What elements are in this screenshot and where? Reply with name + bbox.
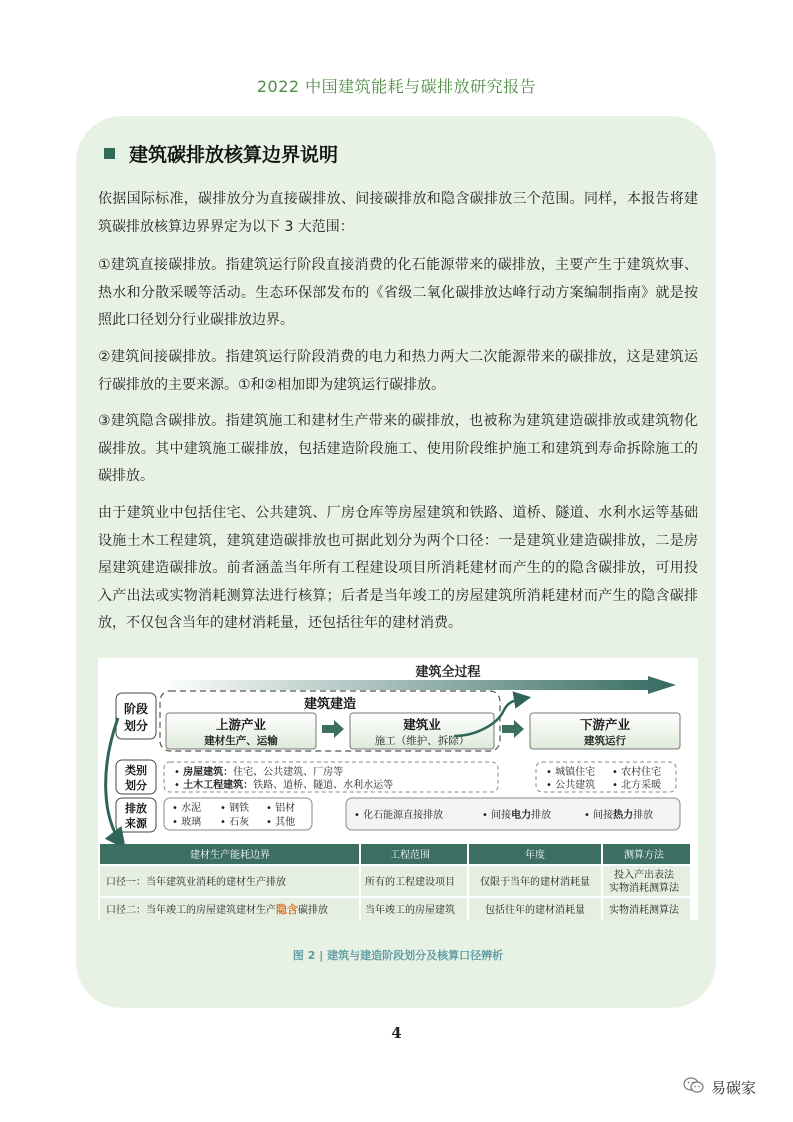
- watermark-text: 易碳家: [711, 1078, 757, 1097]
- row2-year: 包括往年的建材消耗量: [485, 905, 585, 916]
- construction-stage-diagram: [98, 658, 698, 920]
- paragraph-embodied: ③建筑隐含碳排放。指建筑施工和建材生产带来的碳排放，也被称为建筑建造碳排放或建筑物化碳排放。其中建筑施工碳排放，包括建造阶段施工、使用阶段维护施工和建筑到寿命拆除施工的碳排放。: [98, 413, 698, 484]
- downstream-subtitle: 建筑运行: [584, 735, 626, 747]
- downstream-category-4: • 北方采暖: [612, 780, 662, 791]
- source-label-line2: 来源: [125, 817, 147, 830]
- category-label-line2: 划分: [125, 779, 147, 792]
- downstream-category-1: • 城镇住宅: [546, 767, 596, 778]
- paragraph-indirect: ②建筑间接碳排放。指建筑运行阶段消费的电力和热力两大二次能源带来的碳排放，这是建筑运行碳排放的主要来源。①和②相加即为建筑运行碳排放。: [98, 349, 698, 393]
- downstream-category-2: • 农村住宅: [612, 767, 662, 778]
- material-cement: • 水泥: [172, 803, 202, 814]
- downstream-title: 下游产业: [579, 717, 631, 732]
- row1-scope: 口径一：当年建筑业消耗的建材生产排放: [106, 877, 286, 888]
- figure-caption: 图 2 | 建筑与建造阶段划分及核算口径辨析: [292, 949, 504, 962]
- table-header-3: 年度: [525, 850, 545, 861]
- watermark: [683, 1076, 756, 1098]
- category-label-line1: 类别: [125, 764, 147, 777]
- downstream-category-3: • 公共建筑: [546, 780, 596, 791]
- material-other: • 其他: [266, 817, 296, 828]
- right-arrow-icon: [322, 720, 344, 738]
- row1-projects: 所有的工程建设项目: [365, 877, 455, 888]
- row1-method-io: 投入产出表法: [614, 870, 674, 881]
- table-header-4: 测算方法: [624, 850, 664, 861]
- upstream-subtitle: 建材生产、运输: [204, 735, 278, 747]
- construction-group-label: 建筑建造: [303, 697, 357, 712]
- paragraph-direct: ①建筑直接碳排放。指建筑运行阶段直接消费的化石能源带来的碳排放，主要产生于建筑炊事、热水和分散采暖等活动。生态环保部发布的《省级二氧化碳排放达峰行动方案编制指南》就是按照此口径划分行业碳排放边界。: [98, 257, 698, 328]
- square-bullet-icon: [104, 148, 115, 159]
- section-title: 建筑碳排放核算边界说明: [129, 144, 339, 166]
- table-header-1: 建材生产能耗边界: [190, 850, 270, 861]
- report-header: 2022 中国建筑能耗与碳排放研究报告: [256, 77, 537, 96]
- material-lime: • 石灰: [220, 817, 250, 828]
- row2-projects: 当年竣工的房屋建筑: [365, 905, 455, 916]
- material-glass: • 玻璃: [172, 817, 202, 828]
- construction-subtitle: 施工（维护、拆除）: [374, 735, 470, 747]
- source-electricity: • 间接电力排放: [482, 810, 552, 821]
- stage-label-line1: 阶段: [123, 702, 149, 716]
- source-fossil: • 化石能源直接排放: [354, 810, 444, 821]
- row1-method-physical: 实物消耗测算法: [609, 883, 679, 894]
- source-label-line1: 排放: [125, 802, 147, 815]
- wechat-icon: [683, 1076, 705, 1098]
- paragraph-scope: 由于建筑业中包括住宅、公共建筑、厂房仓库等房屋建筑和铁路、道桥、隧道、水利水运等基础设施土木工程建筑，建筑建造碳排放也可据此划分为两个口径：一是建筑业建造碳排放，二是房屋建筑建造碳排放。前者涵盖当年所有工程建设项目所消耗建材而产生的的隐含碳排放，可用投入产出法或实物消耗测算法进行核算；后者是当年竣工的房屋建筑所消耗建材而产生的隐含碳排放，不仅包含当年的建材消耗量，还包括往年的建材消费。: [98, 505, 698, 631]
- category-civil-line: • 土木工程建筑：铁路、道桥、隧道、水利水运等: [174, 780, 394, 791]
- upstream-title: 上游产业: [215, 717, 267, 732]
- source-heat: • 间接热力排放: [584, 810, 654, 821]
- material-steel: • 钢铁: [220, 803, 250, 814]
- section-heading: [104, 140, 338, 167]
- page-number: 4: [391, 1024, 402, 1042]
- row2-scope: 口径二：当年竣工的房屋建筑建材生产隐含碳排放: [106, 903, 328, 916]
- whole-process-label: 建筑全过程: [415, 665, 481, 680]
- material-aluminum: • 铝材: [266, 803, 296, 814]
- category-house-text: 住宅、公共建筑、厂房等: [233, 767, 344, 778]
- stage-label-line2: 划分: [123, 719, 149, 733]
- row1-year: 仅限于当年的建材消耗量: [480, 877, 590, 888]
- category-house-bold: 房屋建筑：: [183, 767, 234, 778]
- table-header-2: 工程范围: [390, 850, 430, 861]
- category-civil-bold: 土木工程建筑：: [183, 780, 254, 791]
- row2-method: 实物消耗测算法: [609, 905, 679, 916]
- category-house-line: • 房屋建筑：住宅、公共建筑、厂房等: [174, 767, 344, 778]
- category-civil-text: 铁路、道桥、隧道、水利水运等: [253, 780, 394, 791]
- paragraph-intro: 依据国际标准，碳排放分为直接碳排放、间接碳排放和隐含碳排放三个范围。同样，本报告将建筑碳排放核算边界界定为以下 3 大范围：: [98, 191, 698, 235]
- construction-title: 建筑业: [403, 717, 441, 732]
- right-arrow-icon: [502, 720, 524, 738]
